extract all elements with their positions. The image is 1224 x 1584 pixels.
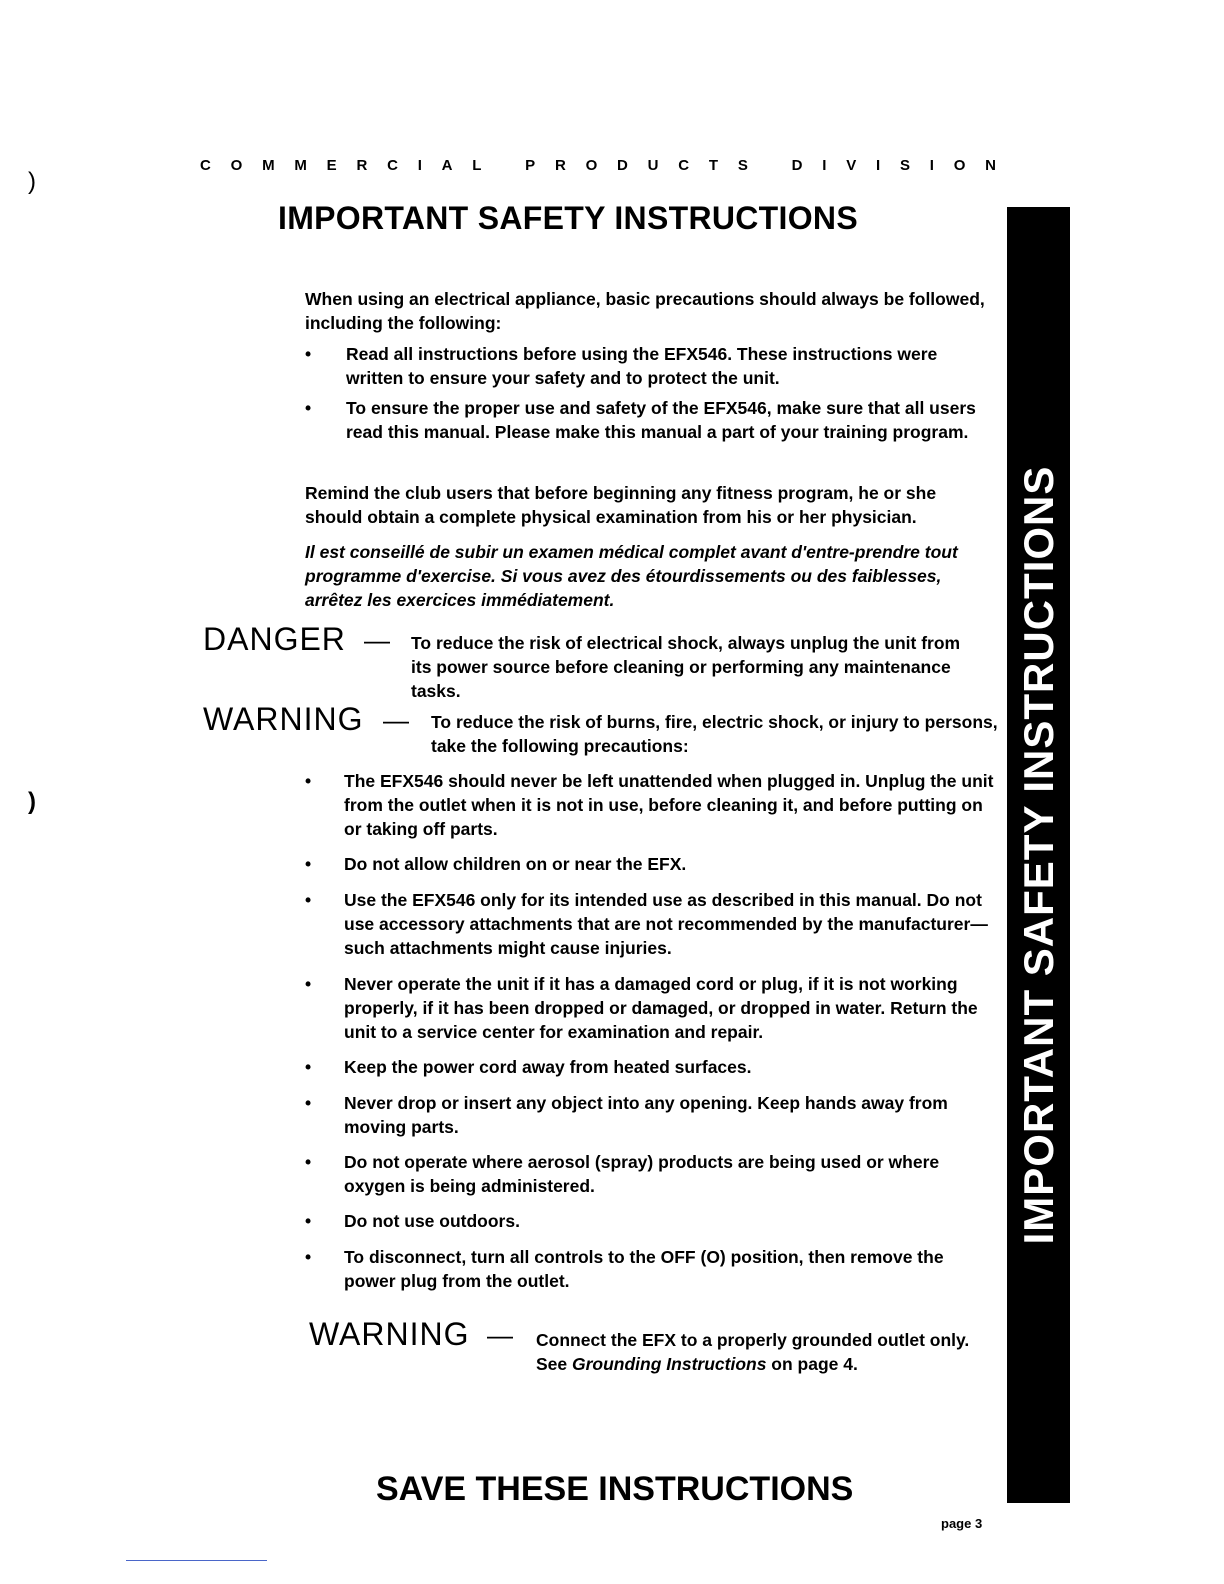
division-letter: O: [230, 157, 243, 174]
list-item: [305, 1150, 995, 1200]
margin-mark-middle: ): [28, 788, 36, 815]
division-letter: C: [200, 157, 211, 174]
list-item: [305, 972, 995, 1046]
list-item-text: Do not use outdoors.: [344, 1211, 520, 1231]
list-item-text: Do not allow children on or near the EFX.: [344, 854, 687, 874]
sidebar-banner: [1007, 207, 1070, 1503]
division-letter: V: [846, 157, 857, 174]
margin-mark-top: ): [28, 168, 36, 195]
bullet-glyph: •: [305, 1093, 312, 1113]
division-letter: O: [585, 157, 598, 174]
list-item-text: Read all instructions before using the EFX546. These instructions were written to ensure your safety and to protect the unit.: [346, 344, 938, 388]
bullet-glyph: •: [305, 854, 312, 874]
bullet-glyph: •: [305, 974, 312, 994]
page-number: page 3: [941, 1516, 983, 1531]
division-letter: C: [387, 157, 398, 174]
page-title: IMPORTANT SAFETY INSTRUCTIONS: [278, 200, 858, 236]
division-letter: T: [708, 157, 719, 174]
division-letter: I: [417, 157, 422, 174]
warning-dash-grounding: —: [487, 1320, 513, 1350]
list-item: [305, 1055, 995, 1081]
division-letter: S: [737, 157, 748, 174]
division-letter: N: [985, 157, 996, 174]
division-letter: I: [876, 157, 881, 174]
list-item: [305, 888, 995, 962]
grounding-instructions-reference: Grounding Instructions: [572, 1354, 767, 1374]
division-letter: O: [953, 157, 966, 174]
division-letter: M: [262, 157, 275, 174]
sidebar-banner-text: IMPORTANT SAFETY INSTRUCTIONS: [1014, 465, 1062, 1245]
list-item-text: To ensure the proper use and safety of the EFX546, make sure that all users read this manual. Please make this manual a part of your training program.: [346, 398, 976, 442]
division-letter: D: [617, 157, 628, 174]
list-item-text: Never operate the unit if it has a damaged cord or plug, if it is not working properly, if it has been dropped or damaged, or dropped in water. Return the unit to a service center for examination and repair.: [344, 974, 978, 1042]
division-letter: L: [472, 157, 482, 174]
bullet-glyph: •: [305, 771, 312, 791]
warning-text-grounding: [536, 1328, 991, 1376]
division-letter: C: [678, 157, 690, 174]
list-item-text: To disconnect, turn all controls to the OFF (O) position, then remove the power plug from the outlet.: [344, 1247, 944, 1291]
list-item-text: Never drop or insert any object into any opening. Keep hands away from moving parts.: [344, 1093, 948, 1137]
list-item: [305, 1245, 995, 1295]
division-letter: I: [929, 157, 934, 174]
division-letter: P: [525, 157, 536, 174]
danger-label: DANGER: [203, 621, 346, 657]
division-header: [200, 157, 996, 174]
intro-paragraph: When using an electrical appliance, basic precautions should always be followed, including the following:: [305, 289, 985, 333]
warning-text: To reduce the risk of burns, fire, electric shock, or injury to persons, take the following precautions:: [431, 712, 998, 756]
list-item: [305, 852, 995, 878]
warning-text-grounding-part2: on page 4.: [766, 1354, 858, 1374]
warning-dash: —: [383, 705, 409, 735]
division-letter: U: [647, 157, 659, 174]
list-item: [305, 1209, 995, 1235]
danger-text: To reduce the risk of electrical shock, always unplug the unit from its power source before cleaning or performing any maintenance tasks.: [411, 633, 961, 701]
list-item: [305, 396, 995, 470]
bullet-glyph: •: [305, 1211, 312, 1231]
save-instructions-heading: SAVE THESE INSTRUCTIONS: [376, 1470, 854, 1508]
division-letter: R: [554, 157, 566, 174]
bullet-glyph: •: [305, 344, 312, 364]
remind-paragraph: Remind the club users that before beginning any fitness program, he or she should obtain a complete physical examination from his or her physician.: [305, 483, 937, 527]
division-letter: [501, 157, 505, 174]
french-notice: Il est conseillé de subir un examen médical complet avant d'entre-prendre tout programme d'exercise. Si vous avez des étourdissements ou des faiblesses, arrêtez les exercices immédiatement.: [305, 542, 958, 610]
division-letter: E: [326, 157, 337, 174]
warning-label-grounding: WARNING: [309, 1316, 470, 1352]
list-item: [305, 342, 995, 392]
list-item-text: The EFX546 should never be left unattended when plugged in. Unplug the unit from the outlet when it is not in use, before cleaning it, and before putting on or taking off parts.: [344, 771, 994, 839]
warning-text-grounding-part1: Connect the EFX to a properly grounded outlet only. See: [536, 1330, 970, 1374]
division-letter: I: [822, 157, 827, 174]
bullet-glyph: •: [305, 398, 312, 418]
division-letter: A: [441, 157, 453, 174]
list-item-text: Do not operate where aerosol (spray) products are being used or where oxygen is being administered.: [344, 1152, 940, 1196]
division-letter: S: [899, 157, 910, 174]
list-item-text: Keep the power cord away from heated surfaces.: [344, 1057, 752, 1077]
bottom-divider: [126, 1560, 267, 1561]
division-letter: D: [791, 157, 803, 174]
division-letter: M: [294, 157, 307, 174]
danger-dash: —: [364, 625, 390, 655]
bullet-glyph: •: [305, 1247, 312, 1267]
division-letter: [768, 157, 772, 174]
list-item-text: Use the EFX546 only for its intended use as described in this manual. Do not use accessory attachments that are not recommended by the manufacturer—such attachments might cause injuries.: [344, 890, 988, 958]
division-letter: R: [356, 157, 368, 174]
list-item: [305, 769, 995, 843]
list-item: [305, 1091, 995, 1141]
warning-label: WARNING: [203, 701, 364, 737]
bullet-glyph: •: [305, 890, 312, 910]
bullet-glyph: •: [305, 1057, 312, 1077]
bullet-glyph: •: [305, 1152, 312, 1172]
